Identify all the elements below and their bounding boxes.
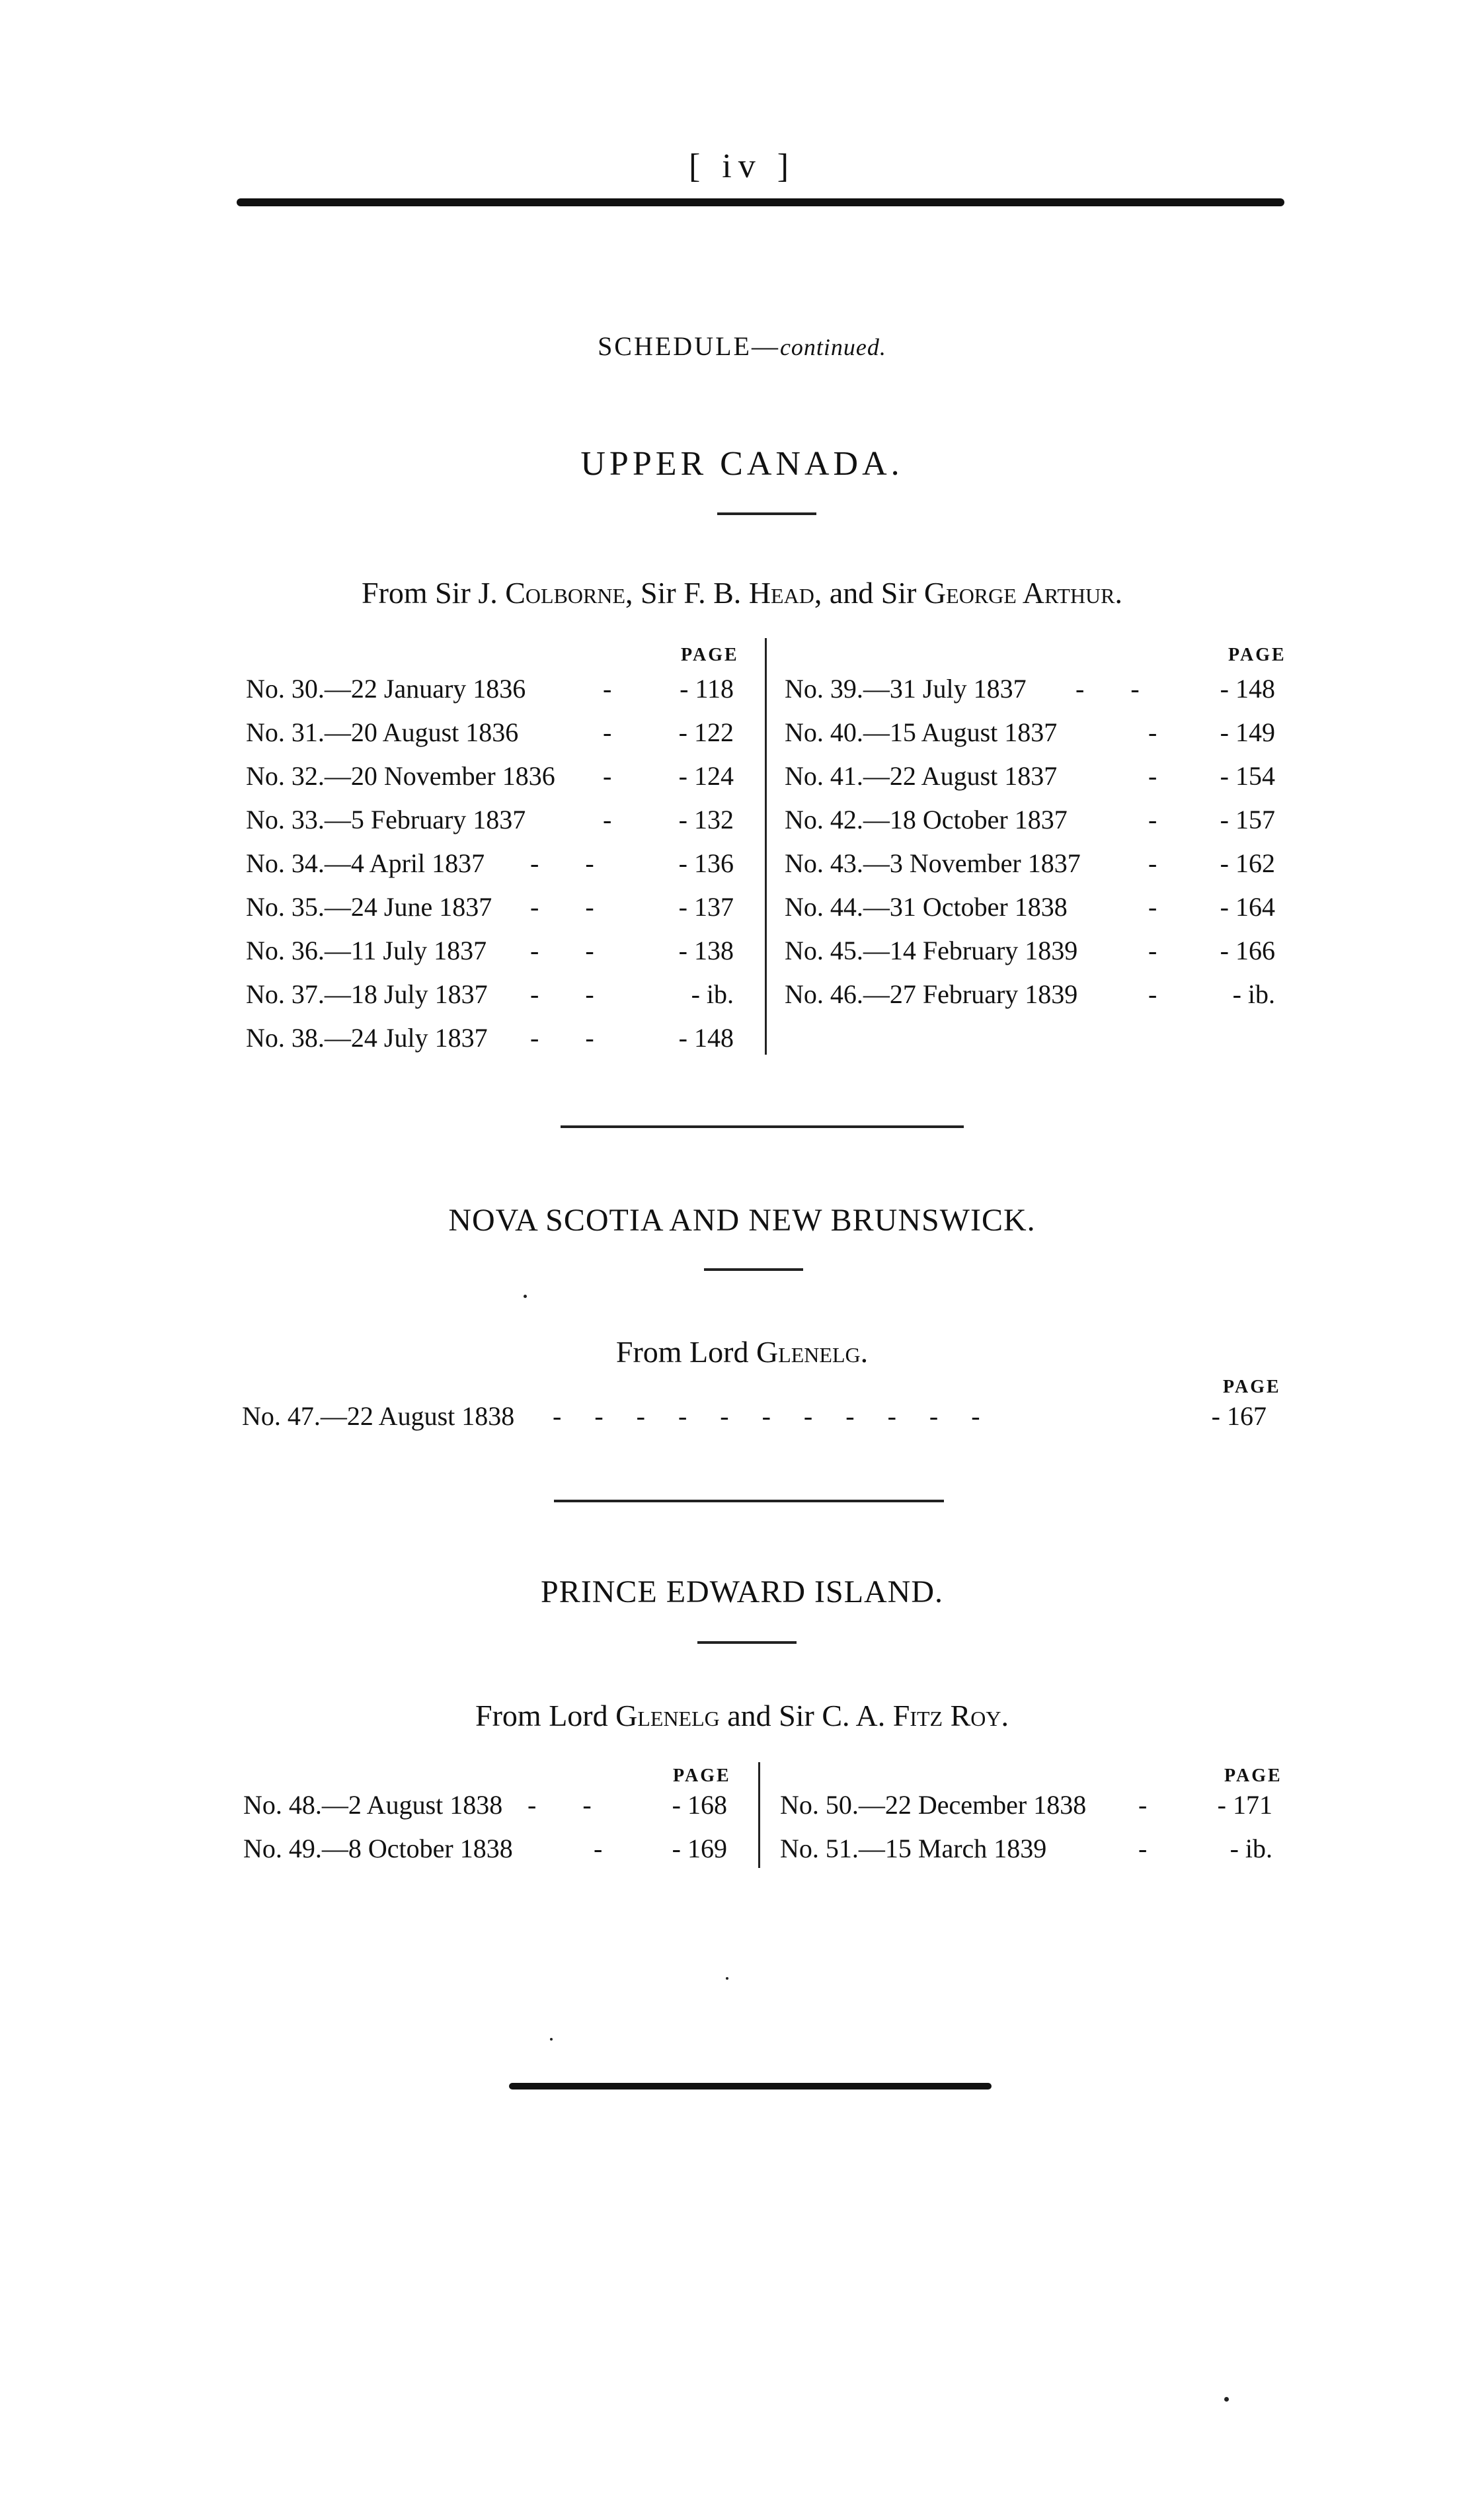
upper-canada-column-divider — [765, 638, 767, 1055]
header-rule — [237, 198, 1284, 206]
name-glenelg: Glenelg — [756, 1335, 861, 1369]
name-colborne: Colborne — [505, 576, 626, 610]
speck — [550, 2038, 553, 2041]
list-item: No. 49.—8 October 1838 - - 169 — [243, 1834, 727, 1863]
name-fitz-roy: Fitz Roy — [892, 1699, 1001, 1732]
list-item: No. 33.—5 February 1837 - - 132 — [246, 805, 734, 834]
speck — [524, 1295, 527, 1298]
list-item: No. 43.—3 November 1837 - - 162 — [785, 848, 1275, 878]
list-item: No. 41.—22 August 1837 - - 154 — [785, 761, 1275, 791]
list-item: No. 51.—15 March 1839 - - ib. — [780, 1834, 1272, 1863]
prince-edward-from: From Lord Glenelg and Sir C. A. Fitz Roy. — [475, 1699, 1009, 1732]
speck — [1224, 2397, 1229, 2402]
speck — [726, 1977, 728, 1980]
nova-scotia-rule — [704, 1268, 803, 1271]
list-item: No. 42.—18 October 1837 - - 157 — [785, 805, 1275, 834]
upper-canada-title: UPPER CANADA. — [580, 445, 904, 483]
list-item: No. 39.—31 July 1837 - - - 148 — [785, 674, 1275, 704]
list-item: No. 32.—20 November 1836 - - 124 — [246, 761, 734, 791]
prince-edward-title: PRINCE EDWARD ISLAND. — [541, 1574, 943, 1609]
page-number: [ iv ] — [688, 147, 796, 185]
nova-scotia-title: NOVA SCOTIA AND NEW BRUNSWICK. — [448, 1203, 1036, 1238]
list-item: No. 48.—2 August 1838 - - - 168 — [243, 1790, 727, 1820]
prince-edward-page-label-left: PAGE — [673, 1765, 731, 1786]
upper-canada-page-label-right: PAGE — [1228, 645, 1286, 665]
schedule-continued: continued. — [779, 334, 886, 360]
name-head: Head — [748, 576, 814, 610]
upper-canada-page-label-left: PAGE — [681, 645, 739, 665]
prince-edward-page-label-right: PAGE — [1224, 1765, 1282, 1786]
name-glenelg: Glenelg — [615, 1699, 720, 1732]
list-item: No. 44.—31 October 1838 - - 164 — [785, 892, 1275, 922]
prince-edward-rule — [697, 1641, 797, 1644]
upper-canada-rule — [717, 512, 816, 515]
list-item: No. 37.—18 July 1837 - - - ib. — [246, 979, 734, 1009]
upper-canada-from: From Sir J. Colborne, Sir F. B. Head, and Sir George Arthur. — [361, 576, 1123, 610]
schedule-title: SCHEDULE— — [598, 331, 780, 361]
schedule-heading — [0, 331, 1484, 362]
section-divider — [561, 1125, 964, 1128]
list-item: No. 47.—22 August 1838 - - - - - - - - - - - - 167 — [242, 1401, 1267, 1431]
list-item: No. 34.—4 April 1837 - - - 136 — [246, 848, 734, 878]
list-item: No. 35.—24 June 1837 - - - 137 — [246, 892, 734, 922]
list-item: No. 31.—20 August 1836 - - 122 — [246, 717, 734, 747]
name-george-arthur: George Arthur — [923, 576, 1115, 610]
nova-scotia-page-label: PAGE — [1223, 1377, 1281, 1397]
list-item: No. 30.—22 January 1836 - - 118 — [246, 674, 734, 704]
prince-edward-column-divider — [758, 1762, 760, 1868]
section-divider — [554, 1500, 944, 1502]
list-item: No. 46.—27 February 1839 - - ib. — [785, 979, 1275, 1009]
footer-rule — [509, 2083, 992, 2089]
list-item: No. 36.—11 July 1837 - - - 138 — [246, 936, 734, 965]
list-item: No. 50.—22 December 1838 - - 171 — [780, 1790, 1272, 1820]
list-item: No. 40.—15 August 1837 - - 149 — [785, 717, 1275, 747]
nova-scotia-from: From Lord Glenelg. — [615, 1335, 869, 1369]
list-item: No. 45.—14 February 1839 - - 166 — [785, 936, 1275, 965]
list-item: No. 38.—24 July 1837 - - - 148 — [246, 1023, 734, 1053]
